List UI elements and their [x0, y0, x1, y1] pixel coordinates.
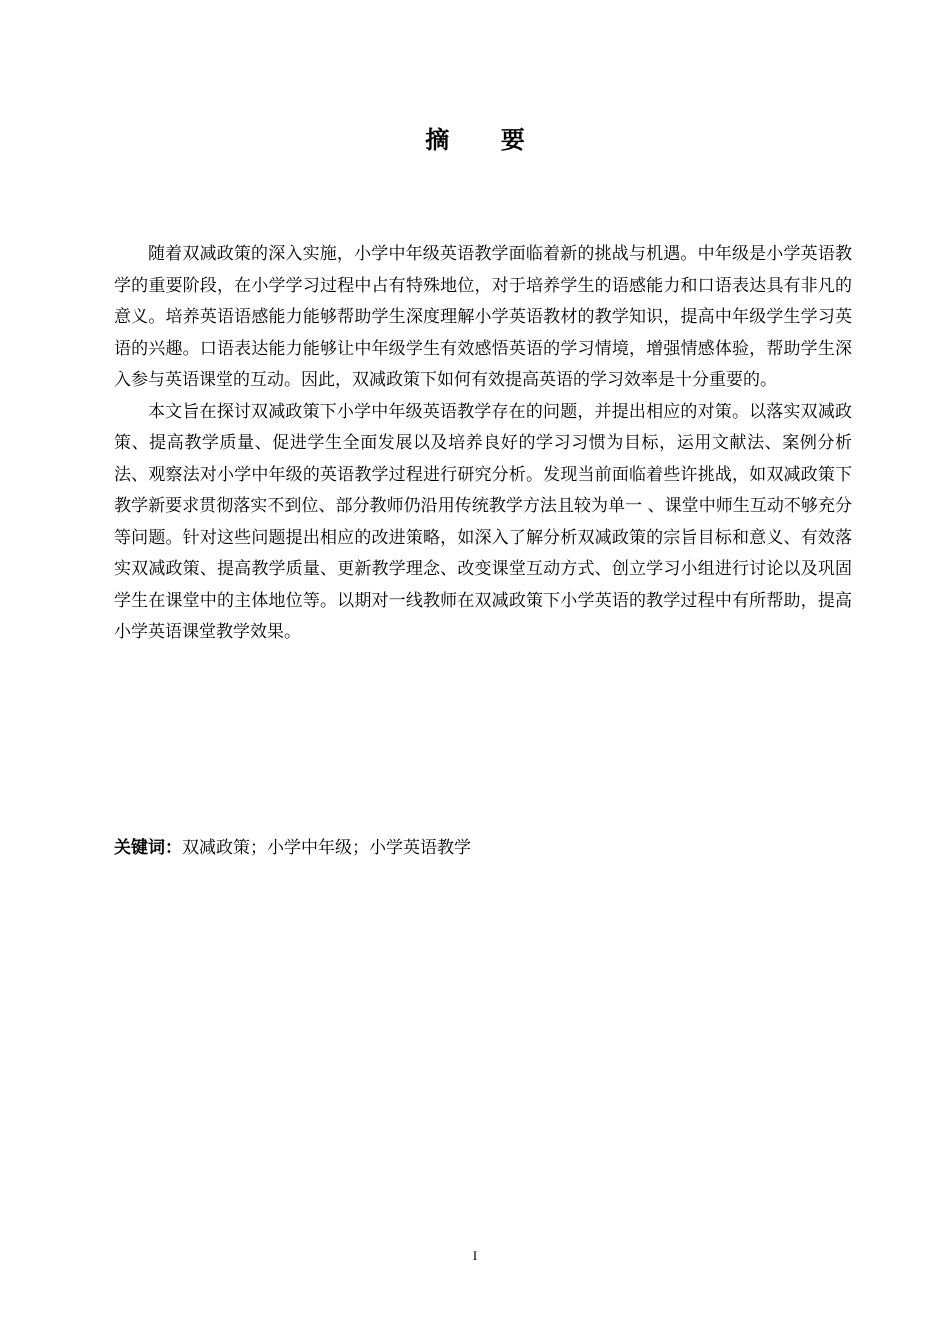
abstract-body — [114, 239, 852, 649]
abstract-title: 摘 要 — [425, 126, 547, 154]
abstract-paragraph-1: 随着双减政策的深入实施，小学中年级英语教学面临着新的挑战与机遇。中年级是小学英语教学的重要阶段，在小学学习过程中占有特殊地位，对于培养学生的语感能力和口语表达具有非凡的意义。培养英语语感能力能够帮助学生深度理解小学英语教材的教学知识，提高中年级学生学习英语的兴趣。口语表达能力能够让中年级学生有效感悟英语的学习情境，增强情感体验，帮助学生深入参与英语课堂的互动。因此，双减政策下如何有效提高英语的学习效率是十分重要的。 — [114, 244, 852, 390]
keywords-label: 关键词： — [114, 838, 182, 858]
keywords-text: 双减政策；小学中年级；小学英语教学 — [182, 838, 471, 858]
page-number: I — [472, 1248, 478, 1263]
keywords-line — [114, 833, 852, 865]
abstract-paragraph-2: 本文旨在探讨双减政策下小学中年级英语教学存在的问题，并提出相应的对策。以落实双减政策、提高教学质量、促进学生全面发展以及培养良好的学习习惯为目标，运用文献法、案例分析法、观察法对小学中年级的英语教学过程进行研究分析。发现当前面临着些许挑战，如双减政策下教学新要求贯彻落实不到位、部分教师仍沿用传统教学方法且较为单一 、课堂中师生互动不够充分等问题。针对这些问题提出相应的改进策略，如深入了解分析双减政策的宗旨目标和意义、有效落实双减政策、提高教学质量、更新教学理念、改变课堂互动方式、创立学习小组进行讨论以及巩固学生在课堂中的主体地位等。以期对一线教师在双减政策下小学英语的教学过程中有所帮助，提高小学英语课堂教学效果。 — [114, 401, 852, 642]
